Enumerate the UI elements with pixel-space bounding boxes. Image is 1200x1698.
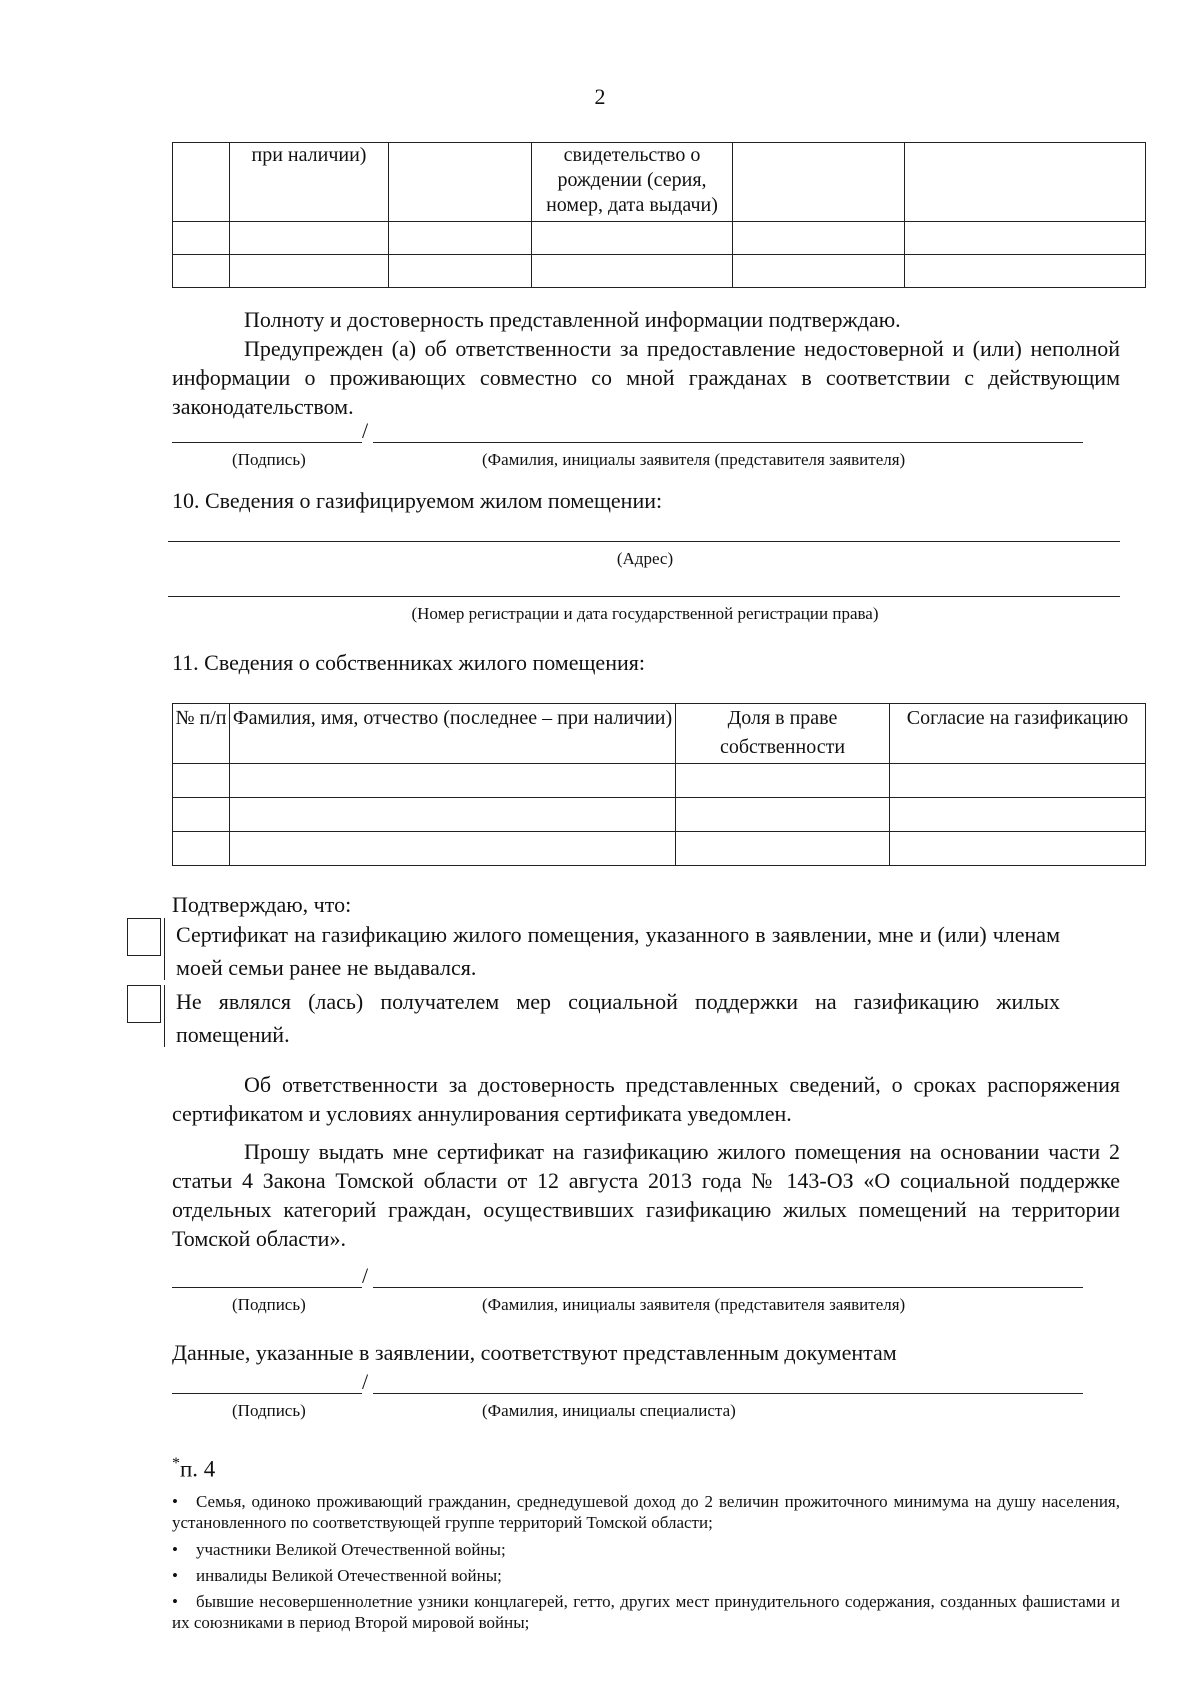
table-cell[interactable] (890, 764, 1146, 798)
table-cell[interactable] (890, 832, 1146, 866)
page-number: 2 (594, 84, 606, 109)
section-10-title: 10. Сведения о газифицируемом жилом помещении: (172, 488, 663, 513)
table-cell[interactable] (905, 222, 1146, 255)
table-cell: при наличии) (230, 143, 389, 222)
table-row (173, 222, 1146, 255)
table-cell[interactable] (890, 798, 1146, 832)
attest-intro: Подтверждаю, что: (172, 892, 352, 917)
column-header-number: № п/п (173, 704, 230, 764)
table-cell (733, 143, 905, 222)
bullet-icon: • (172, 1592, 178, 1611)
address-line[interactable] (168, 541, 1120, 542)
certificate-not-issued-text: Сертификат на газификацию жилого помещения, указанного в заявлении, мне и (или) членам моей семьи ранее не выдавался. (176, 922, 1060, 980)
footnote-title (172, 1455, 215, 1483)
signature-caption: (Подпись) (232, 450, 306, 469)
table-cell[interactable] (230, 255, 389, 288)
liability-warning: Предупрежден (а) об ответственности за предоставление недостоверной и (или) неполной информации о проживающих совместно со мной гражданах в соответствии с действующим законодательством. (172, 336, 1120, 419)
table-cell[interactable] (733, 255, 905, 288)
section-11-title: 11. Сведения о собственниках жилого помещения: (172, 650, 645, 675)
table-header-row (173, 143, 1146, 222)
certificate-not-issued-checkbox[interactable] (127, 918, 161, 956)
table-cell (389, 143, 532, 222)
address-caption: (Адрес) (616, 549, 674, 568)
table-cell[interactable] (733, 222, 905, 255)
signature-line[interactable] (172, 442, 362, 443)
specialist-name-line[interactable] (373, 1393, 1083, 1394)
footnote-title-text: п. 4 (180, 1456, 216, 1482)
name-caption: (Фамилия, инициалы заявителя (представителя заявителя) (482, 450, 906, 469)
table-row (173, 798, 1146, 832)
signature-caption: (Подпись) (232, 1295, 306, 1314)
bullet-icon: • (172, 1540, 178, 1559)
table-cell: свидетельство о рождении (серия, номер, дата выдачи) (532, 143, 733, 222)
footnote-item: • инвалиды Великой Отечественной войны; (172, 1566, 502, 1585)
signature-separator: / (362, 418, 369, 443)
owners-table (172, 703, 1146, 866)
table-row (173, 764, 1146, 798)
table-cell[interactable] (676, 764, 890, 798)
footnote-item: • бывшие несовершеннолетние узники концлагерей, гетто, других мест принудительного содержания, созданных фашистами и их союзниками в период Второй мировой войны; (172, 1592, 1120, 1632)
footnote-item: • Семья, одиноко проживающий гражданин, среднедушевой доход до 2 величин прожиточного минимума на душу населения, установленного по соответствующей группе территорий Томской области; (172, 1492, 1120, 1532)
table-cell[interactable] (173, 255, 230, 288)
specialist-statement: Данные, указанные в заявлении, соответствуют представленным документам (172, 1340, 897, 1365)
name-line[interactable] (373, 442, 1083, 443)
footnote-star: * (172, 1455, 180, 1472)
table-cell[interactable] (230, 798, 676, 832)
table-cell[interactable] (389, 255, 532, 288)
signature-separator: / (362, 1369, 369, 1394)
responsibility-notice: Об ответственности за достоверность представленных сведений, о сроках распоряжения сертификатом и условиях аннулирования сертификата уведомлен. (172, 1072, 1120, 1126)
signature-line[interactable] (172, 1287, 362, 1288)
table-cell[interactable] (173, 798, 230, 832)
column-header-consent: Согласие на газификацию (890, 704, 1146, 764)
table-cell[interactable] (389, 222, 532, 255)
table-row (173, 832, 1146, 866)
confirm-statement: Полноту и достоверность представленной информации подтверждаю. (244, 307, 901, 332)
no-support-received-checkbox[interactable] (127, 985, 161, 1023)
certificate-request: Прошу выдать мне сертификат на газификацию жилого помещения на основании части 2 статьи 4 Закона Томской области от 12 августа 2013 года № 143-ОЗ «О социальной поддержке отдельных категорий граждан, осуществивших газификацию жилых помещений на территории Томской области». (172, 1139, 1120, 1251)
table-header-row (173, 704, 1146, 764)
registration-line[interactable] (168, 596, 1120, 597)
bullet-icon: • (172, 1492, 178, 1511)
table-cell[interactable] (676, 832, 890, 866)
family-members-table (172, 142, 1146, 288)
registration-caption: (Номер регистрации и дата государственной регистрации права) (411, 604, 879, 623)
table-cell[interactable] (230, 764, 676, 798)
column-header-share: Доля в праве собственности (676, 704, 890, 764)
footnote-item: • участники Великой Отечественной войны; (172, 1540, 506, 1559)
table-cell[interactable] (532, 255, 733, 288)
name-caption: (Фамилия, инициалы заявителя (представителя заявителя) (482, 1295, 906, 1314)
signature-separator: / (362, 1263, 369, 1288)
table-cell[interactable] (230, 832, 676, 866)
signature-caption: (Подпись) (232, 1401, 306, 1420)
no-support-received-text: Не являлся (лась) получателем мер социальной поддержки на газификацию жилых помещений. (176, 989, 1060, 1047)
specialist-signature-line[interactable] (172, 1393, 362, 1394)
table-cell[interactable] (676, 798, 890, 832)
table-cell[interactable] (173, 222, 230, 255)
name-line[interactable] (373, 1287, 1083, 1288)
specialist-name-caption: (Фамилия, инициалы специалиста) (482, 1401, 736, 1420)
checkbox-divider (164, 985, 165, 1047)
table-cell[interactable] (173, 764, 230, 798)
column-header-name: Фамилия, имя, отчество (последнее – при наличии) (230, 704, 676, 764)
bullet-icon: • (172, 1566, 178, 1585)
table-cell (173, 143, 230, 222)
table-cell[interactable] (230, 222, 389, 255)
table-cell[interactable] (532, 222, 733, 255)
table-row (173, 255, 1146, 288)
table-cell[interactable] (905, 255, 1146, 288)
table-cell (905, 143, 1146, 222)
checkbox-divider (164, 918, 165, 980)
table-cell[interactable] (173, 832, 230, 866)
